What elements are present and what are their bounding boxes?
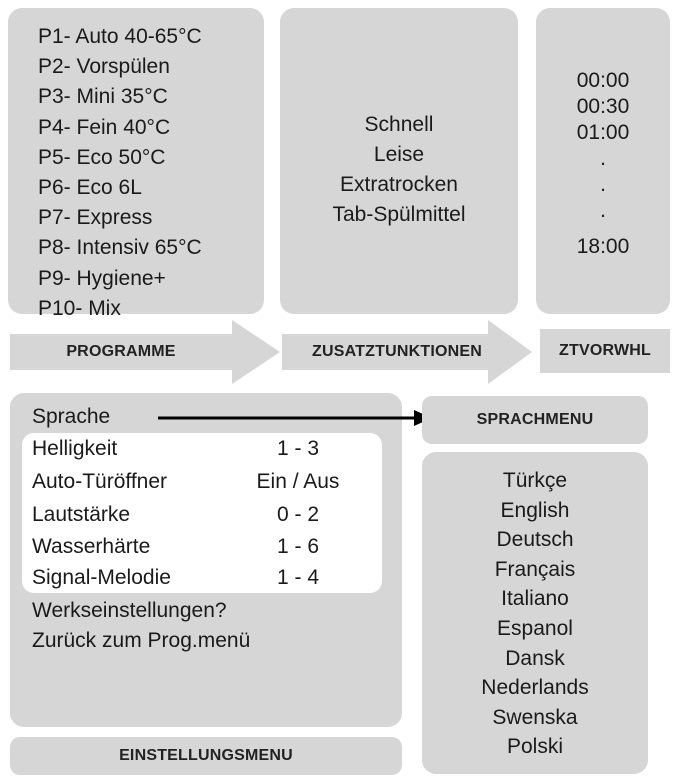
zusatz-label: ZUSATZTUNKTIONEN bbox=[312, 343, 482, 360]
zurueck-item: Zurück zum Prog.menü bbox=[32, 629, 251, 652]
language-item: Nederlands bbox=[481, 676, 589, 700]
setting-name: Lautstärke bbox=[32, 503, 131, 526]
programme-label: PROGRAMME bbox=[66, 343, 176, 360]
timer-item: 18:00 bbox=[576, 235, 630, 258]
program-item: P10- Mix bbox=[38, 296, 121, 320]
program-item: P4- Fein 40°C bbox=[38, 115, 171, 139]
program-item: P2- Vorspülen bbox=[38, 55, 170, 79]
program-item: P8- Intensiv 65°C bbox=[38, 236, 202, 260]
timer-dot: . bbox=[600, 199, 606, 222]
sprache-item: Sprache bbox=[32, 405, 111, 428]
language-item: Swenska bbox=[492, 705, 578, 729]
setting-value: 1 - 4 bbox=[276, 566, 320, 589]
program-item: P1- Auto 40-65°C bbox=[38, 25, 202, 48]
setting-name: Wasserhärte bbox=[32, 535, 151, 558]
extra-item: Schnell bbox=[364, 113, 434, 136]
language-item: Deutsch bbox=[496, 528, 574, 552]
program-item: P7- Express bbox=[38, 206, 153, 230]
einstellungsmenu-label: EINSTELLUNGSMENU bbox=[10, 737, 402, 775]
timer-item: 00:30 bbox=[576, 95, 630, 118]
extra-item: Leise bbox=[373, 143, 425, 166]
setting-value: Ein / Aus bbox=[256, 470, 340, 493]
program-item: P5- Eco 50°C bbox=[38, 145, 166, 169]
extra-item: Tab-Spülmittel bbox=[332, 203, 466, 226]
program-item: P3- Mini 35°C bbox=[38, 85, 168, 109]
language-item: Dansk bbox=[505, 646, 565, 670]
language-item: English bbox=[500, 498, 570, 522]
extra-item: Extratrocken bbox=[340, 173, 458, 196]
setting-value: 0 - 2 bbox=[276, 503, 320, 526]
werkseinstellungen-item: Werkseinstellungen? bbox=[32, 599, 227, 622]
program-item: P6- Eco 6L bbox=[38, 176, 142, 200]
timer-dot: . bbox=[600, 173, 606, 196]
program-item: P9- Hygiene+ bbox=[38, 266, 166, 290]
zeit-label: ZTVORWHL bbox=[559, 342, 651, 359]
language-item: Espanol bbox=[497, 616, 573, 640]
setting-name: Helligkeit bbox=[32, 437, 118, 460]
timer-dot: . bbox=[600, 147, 606, 170]
language-list bbox=[422, 466, 648, 762]
language-item: Italiano bbox=[501, 587, 569, 611]
timer-item: 01:00 bbox=[576, 121, 630, 144]
setting-name: Signal-Melodie bbox=[32, 566, 171, 589]
sprachmenu-label: SPRACHMENU bbox=[422, 396, 648, 444]
timer-item: 00:00 bbox=[576, 69, 630, 92]
language-item: Français bbox=[494, 557, 576, 581]
setting-value: 1 - 6 bbox=[276, 535, 320, 558]
language-item: Türkçe bbox=[502, 469, 568, 492]
languages-panel bbox=[422, 452, 648, 774]
setting-name: Auto-Türöffner bbox=[32, 470, 168, 493]
setting-value: 1 - 3 bbox=[276, 437, 320, 460]
language-item: Polski bbox=[506, 735, 564, 759]
